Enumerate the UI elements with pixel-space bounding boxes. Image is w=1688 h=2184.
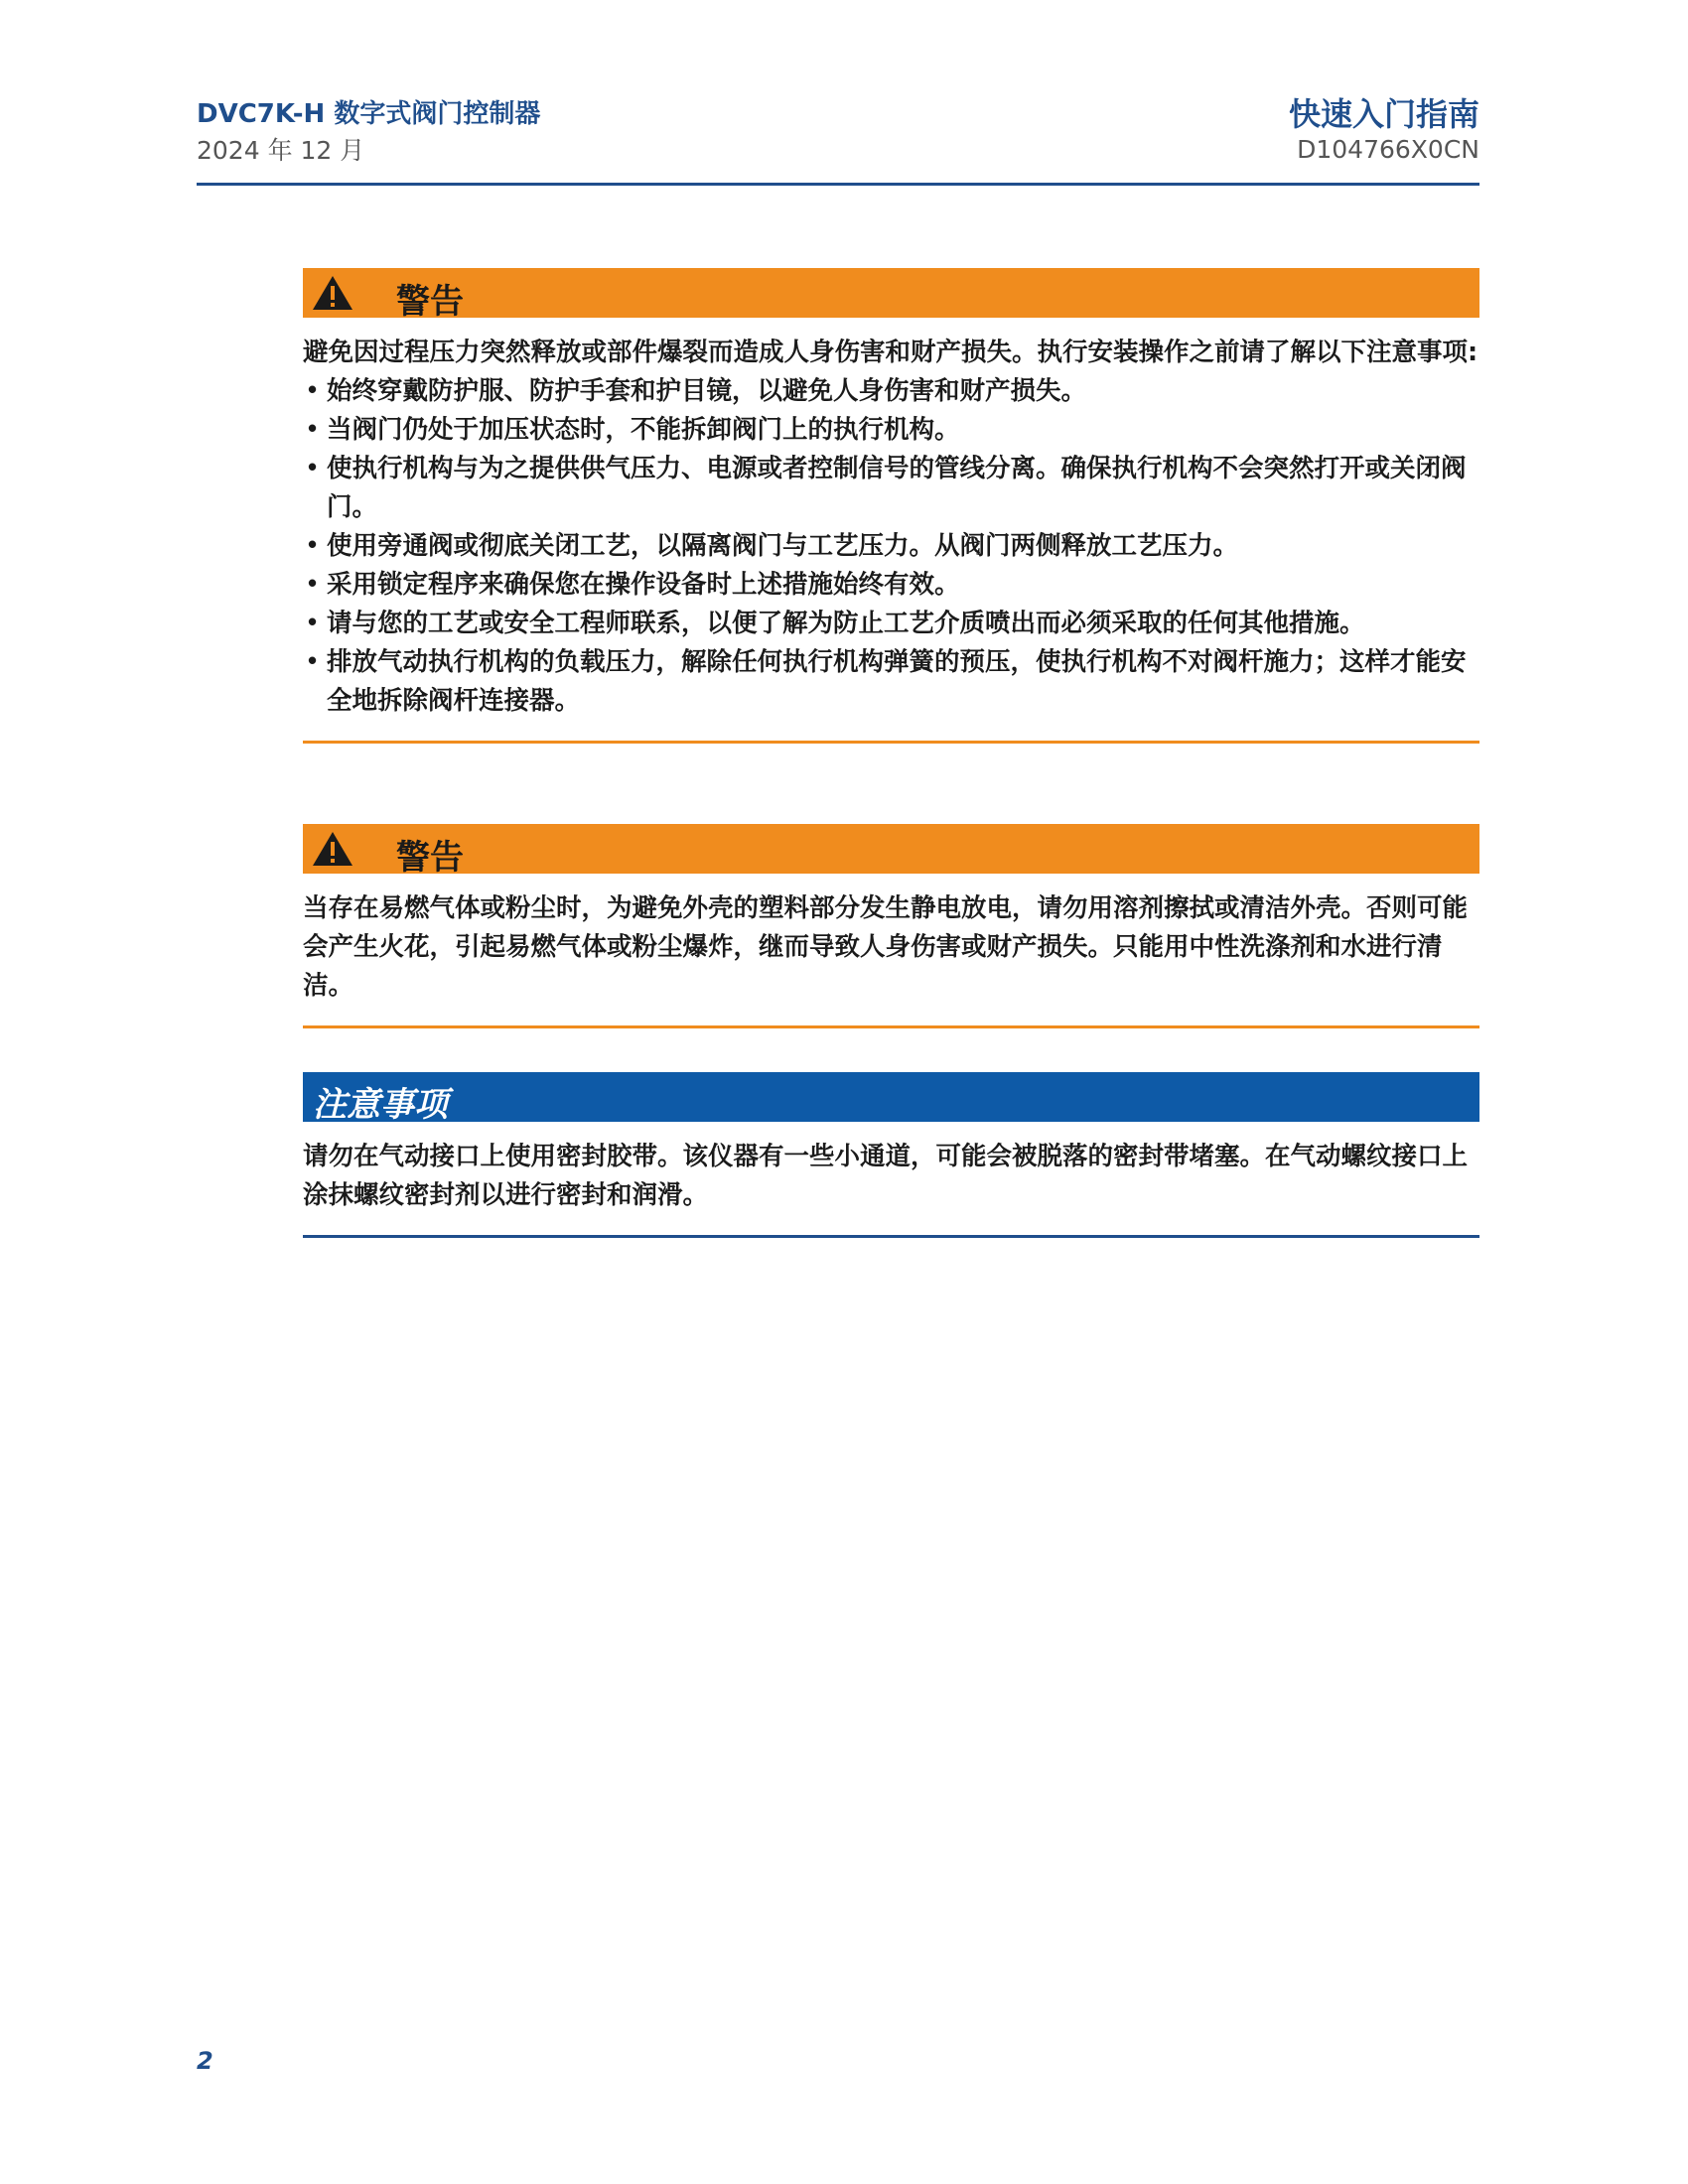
- notice-banner: [303, 1072, 1479, 1125]
- document-number: D104766X0CN: [1297, 135, 1479, 164]
- document-title: DVC7K-H 数字式阀门控制器: [197, 99, 541, 129]
- guide-title: 快速入门指南: [1288, 95, 1479, 133]
- warning-triangle-icon: [311, 274, 354, 312]
- page-header: [197, 87, 1479, 186]
- list-item: • 使用旁通阀或彻底关闭工艺，以隔离阀门与工艺压力。从阀门两侧释放工艺压力。: [303, 527, 1479, 566]
- list-item: • 使执行机构与为之提供供气压力、电源或者控制信号的管线分离。确保执行机构不会突然打开或关闭阀门。: [303, 450, 1479, 527]
- warning-divider: [303, 1025, 1479, 1028]
- warning-banner: [303, 268, 1479, 322]
- warning-block-2: [303, 824, 1479, 1028]
- notice-divider: [303, 1235, 1479, 1238]
- warning-divider: [303, 741, 1479, 744]
- notice-block: [303, 1072, 1479, 1238]
- list-item: • 采用锁定程序来确保您在操作设备时上述措施始终有效。: [303, 566, 1479, 605]
- warning-lead-text: 避免因过程压力突然释放或部件爆裂而造成人身伤害和财产损失。执行安装操作之前请了解以下注意事项:: [303, 338, 1478, 367]
- list-item: • 排放气动执行机构的负载压力，解除任何执行机构弹簧的预压，使执行机构不对阀杆施力；这样才能安全地拆除阀杆连接器。: [303, 643, 1479, 721]
- notice-label: 注意事项: [313, 1085, 448, 1125]
- warning-block-1: [303, 268, 1479, 744]
- page-number: 2: [197, 2047, 213, 2075]
- warning-banner: [303, 824, 1479, 878]
- notice-text: 请勿在气动接口上使用密封胶带。该仪器有一些小通道，可能会被脱落的密封带堵塞。在气动螺纹接口上涂抹螺纹密封剂以进行密封和润滑。: [303, 1142, 1469, 1210]
- list-item: • 请与您的工艺或安全工程师联系，以便了解为防止工艺介质喷出而必须采取的任何其他措施。: [303, 605, 1479, 643]
- document-date: 2024 年 12 月: [197, 136, 365, 165]
- warning-list: [303, 372, 1479, 721]
- warning-triangle-icon: [311, 830, 354, 868]
- warning-text: 当存在易燃气体或粉尘时，为避免外壳的塑料部分发生静电放电，请勿用溶剂擦拭或清洁外壳。否则可能会产生火花，引起易燃气体或粉尘爆炸，继而导致人身伤害或财产损失。只能用中性洗涤剂和水进行清洁。: [303, 893, 1469, 1001]
- warning-label: 警告: [396, 838, 464, 878]
- list-item: • 始终穿戴防护服、防护手套和护目镜，以避免人身伤害和财产损失。: [303, 372, 1479, 411]
- list-item: • 当阀门仍处于加压状态时，不能拆卸阀门上的执行机构。: [303, 411, 1479, 450]
- warning-label: 警告: [396, 282, 464, 322]
